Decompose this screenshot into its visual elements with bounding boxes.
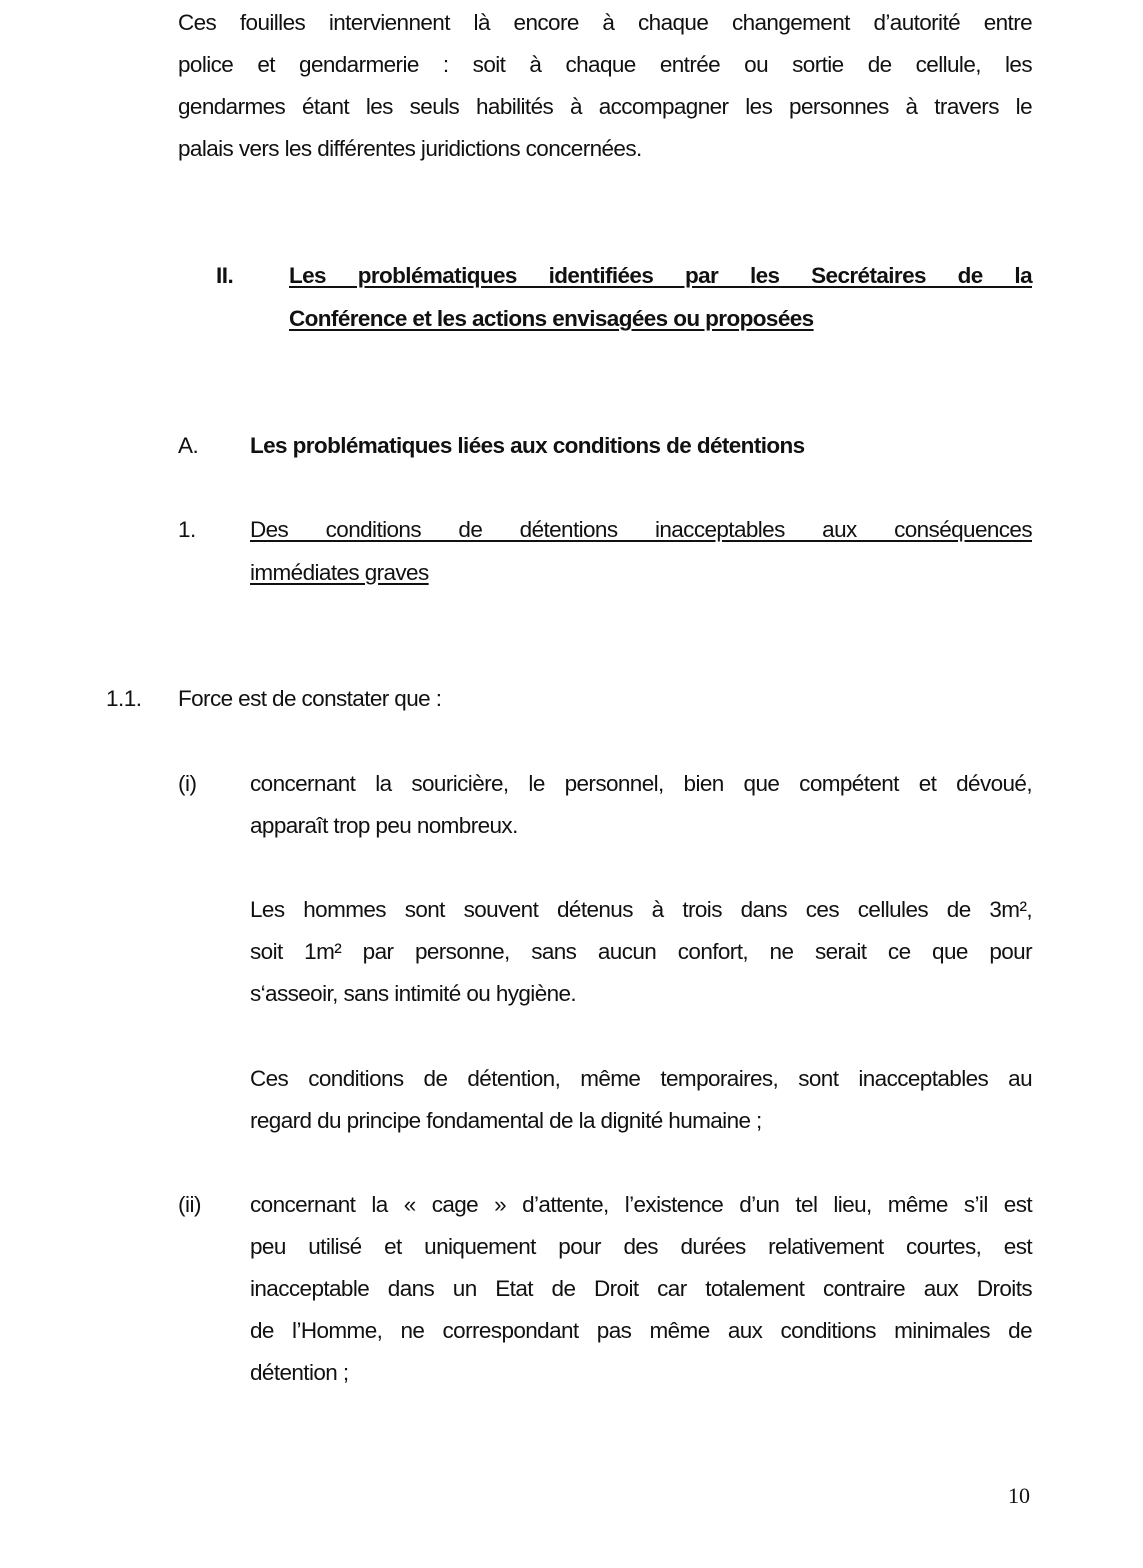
text-line: peu utilisé et uniquement pour des durées relativement courtes, est <box>250 1234 1032 1259</box>
text-line: gendarmes étant les seuls habilités à accompagner les personnes à travers le <box>178 94 1032 119</box>
list-marker: (ii) <box>178 1192 201 1217</box>
text-line: Ces fouilles interviennent là encore à chaque changement d’autorité entre <box>178 10 1032 35</box>
section-number: II. <box>216 263 234 288</box>
item-text: Force est de constater que : <box>178 686 442 711</box>
text-line: palais vers les différentes juridictions concernées. <box>178 136 642 161</box>
text-line: apparaît trop peu nombreux. <box>250 813 518 838</box>
text-line: Ces conditions de détention, même temporaires, sont inacceptables au <box>250 1066 1032 1091</box>
text-line: Les hommes sont souvent détenus à trois dans ces cellules de 3m², <box>250 897 1032 922</box>
section-number: 1. <box>178 517 196 542</box>
text-line: détention ; <box>250 1360 349 1385</box>
section-title-line: immédiates graves <box>250 560 429 585</box>
text-line: s‘asseoir, sans intimité ou hygiène. <box>250 981 577 1006</box>
text-line: concernant la « cage » d’attente, l’existence d’un tel lieu, même s’il est <box>250 1192 1032 1217</box>
list-marker: (i) <box>178 771 197 796</box>
text-line: police et gendarmerie : soit à chaque entrée ou sortie de cellule, les <box>178 52 1032 77</box>
section-title-line: Conférence et les actions envisagées ou proposées <box>289 306 814 331</box>
section-letter: A. <box>178 433 199 458</box>
text-line: de l’Homme, ne correspondant pas même aux conditions minimales de <box>250 1318 1032 1343</box>
section-title: Les problématiques liées aux conditions de détentions <box>250 433 805 458</box>
section-title-line: Des conditions de détentions inacceptables aux conséquences <box>250 517 1032 542</box>
text-line: concernant la souricière, le personnel, bien que compétent et dévoué, <box>250 771 1032 796</box>
text-line: soit 1m² par personne, sans aucun confort, ne serait ce que pour <box>250 939 1032 964</box>
section-title-line: Les problématiques identifiées par les Secrétaires de la <box>289 263 1032 288</box>
text-line: inacceptable dans un Etat de Droit car totalement contraire aux Droits <box>250 1276 1032 1301</box>
page-number: 10 <box>1008 1483 1030 1508</box>
text-line: regard du principe fondamental de la dignité humaine ; <box>250 1108 762 1133</box>
item-number: 1.1. <box>106 686 142 711</box>
